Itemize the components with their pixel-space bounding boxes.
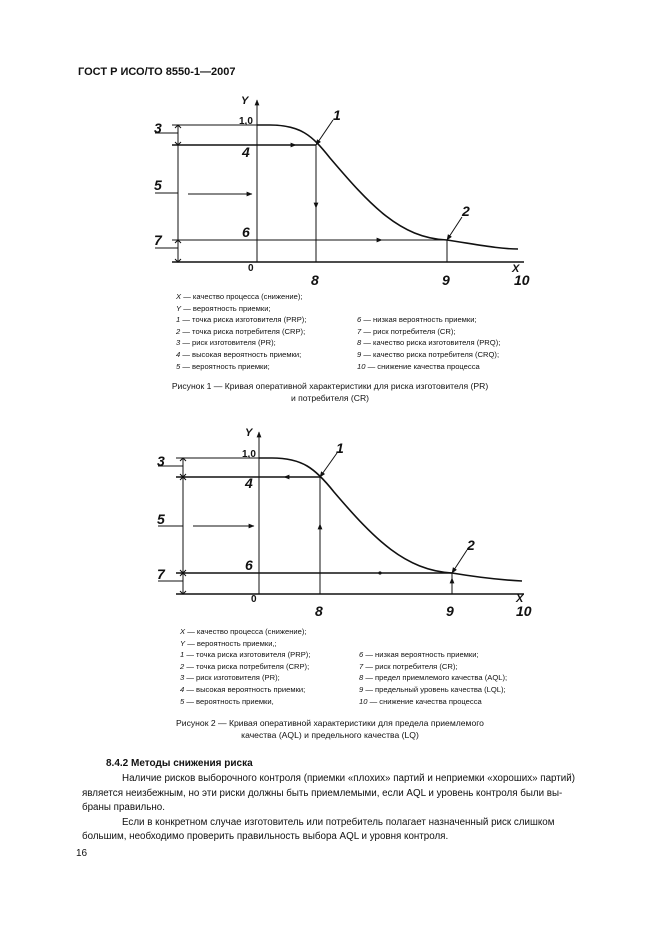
x-axis-label: X — [512, 263, 520, 275]
figure-1-caption — [120, 380, 540, 404]
legend-item: Y — вероятность приемки; — [176, 303, 271, 313]
legend-item: 10 — снижение качества процесса — [359, 696, 482, 706]
origin-label: 0 — [251, 594, 257, 605]
callout-1: 1 — [333, 107, 341, 123]
callout-8: 8 — [315, 603, 323, 619]
callout-7: 7 — [157, 566, 165, 582]
callout-6: 6 — [242, 224, 250, 240]
page-number: 16 — [76, 848, 88, 859]
legend-item: Y — вероятность приемки,; — [180, 638, 277, 648]
oc-curve — [257, 125, 518, 249]
legend-item: 6 — низкая вероятность приемки; — [357, 315, 477, 325]
section-title: 8.4.2 Методы снижения риска — [106, 758, 253, 769]
legend-item: 9 — предельный уровень качества (LQL); — [359, 685, 506, 694]
paragraph-line: является неизбежным, но эти риски должны быть приемлемыми, если AQL и уровень контроля были вы- — [82, 787, 563, 799]
callout-9: 9 — [446, 603, 454, 619]
legend-item: X — качество процесса (снижение); — [176, 292, 303, 301]
callout-7: 7 — [154, 232, 162, 248]
paragraph-line: Наличие рисков выборочного контроля (приемки «плохих» партий и неприемки «хороших» партий) — [122, 773, 575, 784]
legend-item: 5 — вероятность приемки; — [176, 361, 270, 371]
legend-item: 4 — высокая вероятность приемки; — [176, 350, 302, 359]
legend-item: 9 — качество риска потребителя (CRQ); — [357, 350, 500, 359]
figure-2-caption — [120, 717, 540, 741]
callout-2: 2 — [462, 203, 470, 219]
legend-item: 1 — точка риска изготовителя (PRP); — [176, 315, 307, 325]
callout-9: 9 — [442, 272, 450, 288]
callout-5: 5 — [157, 511, 165, 527]
oc-curve-figure-1 — [0, 0, 661, 300]
y-axis-label: Y — [241, 95, 249, 107]
legend-item: X — качество процесса (снижение); — [180, 627, 307, 636]
origin-label: 0 — [248, 263, 254, 274]
callout-6: 6 — [245, 557, 253, 573]
legend-item: 3 — риск изготовителя (PR); — [176, 338, 276, 348]
legend-item: 2 — точка риска потребителя (CRP); — [176, 326, 306, 336]
oc-curve-figure-2 — [0, 420, 661, 620]
callout-2: 2 — [467, 537, 475, 553]
callout-3: 3 — [157, 453, 165, 469]
callout-3: 3 — [154, 120, 162, 136]
callout-10: 10 — [514, 272, 530, 288]
caption-line: Рисунок 1 — Кривая оперативной характеристики для риска изготовителя (PR) — [171, 381, 489, 391]
x-axis-label: X — [516, 593, 524, 605]
callout-10: 10 — [516, 603, 532, 619]
caption-line: Рисунок 2 — Кривая оперативной характеристики для предела приемлемого — [176, 718, 484, 728]
legend-item: 1 — точка риска изготовителя (PRP); — [180, 650, 311, 660]
legend-item: 10 — снижение качества процесса — [357, 361, 480, 371]
callout-4: 4 — [242, 144, 250, 160]
legend-item: 5 — вероятность приемки, — [180, 696, 274, 706]
legend-item: 6 — низкая вероятность приемки; — [359, 650, 479, 660]
legend-item: 8 — качество риска изготовителя (PRQ); — [357, 338, 501, 348]
legend-item: 3 — риск изготовителя (PR); — [180, 673, 280, 683]
paragraph-line: браны правильно. — [82, 802, 165, 814]
y-one-label: 1,0 — [242, 449, 256, 460]
legend-item: 7 — риск потребителя (CR); — [359, 661, 458, 671]
y-axis-label: Y — [245, 427, 253, 439]
callout-4: 4 — [245, 475, 253, 491]
legend-item: 4 — высокая вероятность приемки; — [180, 685, 306, 694]
legend-item: 2 — точка риска потребителя (CRP); — [180, 661, 310, 671]
legend-item: 7 — риск потребителя (CR); — [357, 326, 456, 336]
y-one-label: 1,0 — [239, 116, 253, 127]
callout-5: 5 — [154, 177, 162, 193]
callout-1: 1 — [336, 440, 344, 456]
caption-line: качества (AQL) и предельного качества (LQ) — [241, 730, 419, 740]
paragraph-line: большим, необходимо проверить правильность выбора AQL и уровня контроля. — [82, 831, 449, 843]
document-header: ГОСТ Р ИСО/ТО 8550-1—2007 — [78, 66, 236, 78]
legend-item: 8 — предел приемлемого качества (AQL); — [359, 673, 508, 683]
caption-line: и потребителя (CR) — [290, 393, 370, 403]
paragraph-line: Если в конкретном случае изготовитель или потребитель полагает назначенный риск слишком — [122, 816, 555, 828]
callout-8: 8 — [311, 272, 319, 288]
